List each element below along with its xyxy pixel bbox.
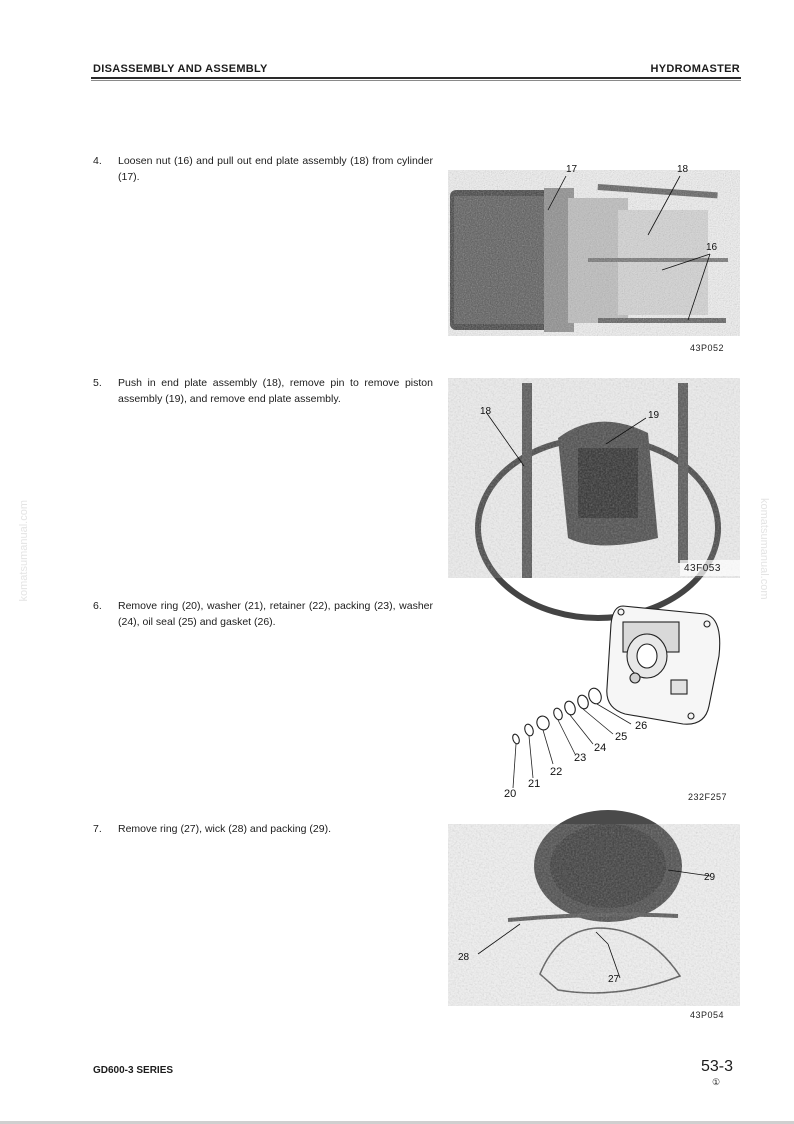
footer-series: GD600-3 SERIES bbox=[93, 1065, 174, 1076]
figure-code: 43P054 bbox=[690, 1010, 725, 1020]
callout-26: 26 bbox=[635, 720, 648, 732]
end-plate-photo bbox=[448, 170, 740, 336]
callout-18: 18 bbox=[480, 406, 492, 417]
header-section-title: DISASSEMBLY AND ASSEMBLY bbox=[93, 63, 268, 75]
figure-drawing-232f257 bbox=[495, 596, 735, 806]
figure-code: 232F257 bbox=[688, 792, 728, 802]
step-number: 7. bbox=[93, 823, 102, 835]
header-rule-thin bbox=[91, 80, 741, 81]
step-number: 6. bbox=[93, 600, 102, 612]
callout-16: 16 bbox=[706, 242, 718, 253]
figure-photo-43p054 bbox=[448, 824, 740, 1006]
callout-18: 18 bbox=[677, 164, 689, 175]
step-number: 5. bbox=[93, 377, 102, 389]
step-number: 4. bbox=[93, 155, 102, 167]
callout-20: 20 bbox=[504, 788, 517, 800]
ring-wick-packing-photo bbox=[448, 824, 740, 1006]
header-manual-title: HYDROMASTER bbox=[650, 63, 740, 75]
figure-code: 43F053 bbox=[684, 563, 721, 574]
watermark-right: komatsumanual.com bbox=[758, 498, 770, 600]
step-7 bbox=[93, 821, 433, 837]
callout-21: 21 bbox=[528, 778, 541, 790]
figure-photo-43p052 bbox=[448, 164, 740, 336]
callout-28: 28 bbox=[458, 952, 470, 963]
step-4 bbox=[93, 153, 433, 185]
piston-assembly-photo bbox=[448, 378, 740, 578]
step-text: Loosen nut (16) and pull out end plate assembly (18) from cylinder (17). bbox=[118, 155, 433, 183]
callout-17: 17 bbox=[566, 164, 578, 175]
watermark-left: komatsumanual.com bbox=[18, 500, 30, 602]
figure-photo-43f053 bbox=[448, 378, 740, 578]
figure-code: 43P052 bbox=[690, 343, 725, 353]
header-rule bbox=[91, 77, 741, 79]
step-text: Remove ring (20), washer (21), retainer (22), packing (23), washer (24), oil seal (25) and gasket (26). bbox=[118, 600, 433, 628]
footer-revision: ① bbox=[712, 1077, 721, 1087]
callout-29: 29 bbox=[704, 872, 716, 883]
callout-27: 27 bbox=[608, 974, 620, 985]
step-text: Remove ring (27), wick (28) and packing (29). bbox=[118, 823, 332, 835]
callout-23: 23 bbox=[574, 752, 587, 764]
callout-22: 22 bbox=[550, 766, 563, 778]
step-text: Push in end plate assembly (18), remove pin to remove piston assembly (19), and remove end plate assembly. bbox=[118, 377, 433, 405]
callout-24: 24 bbox=[594, 742, 607, 754]
step-5 bbox=[93, 375, 433, 407]
callout-19: 19 bbox=[648, 410, 660, 421]
callout-25: 25 bbox=[615, 731, 628, 743]
seal-parts-drawing bbox=[495, 596, 735, 806]
step-6 bbox=[93, 598, 433, 630]
footer-page-number: 53-3 bbox=[701, 1058, 734, 1075]
